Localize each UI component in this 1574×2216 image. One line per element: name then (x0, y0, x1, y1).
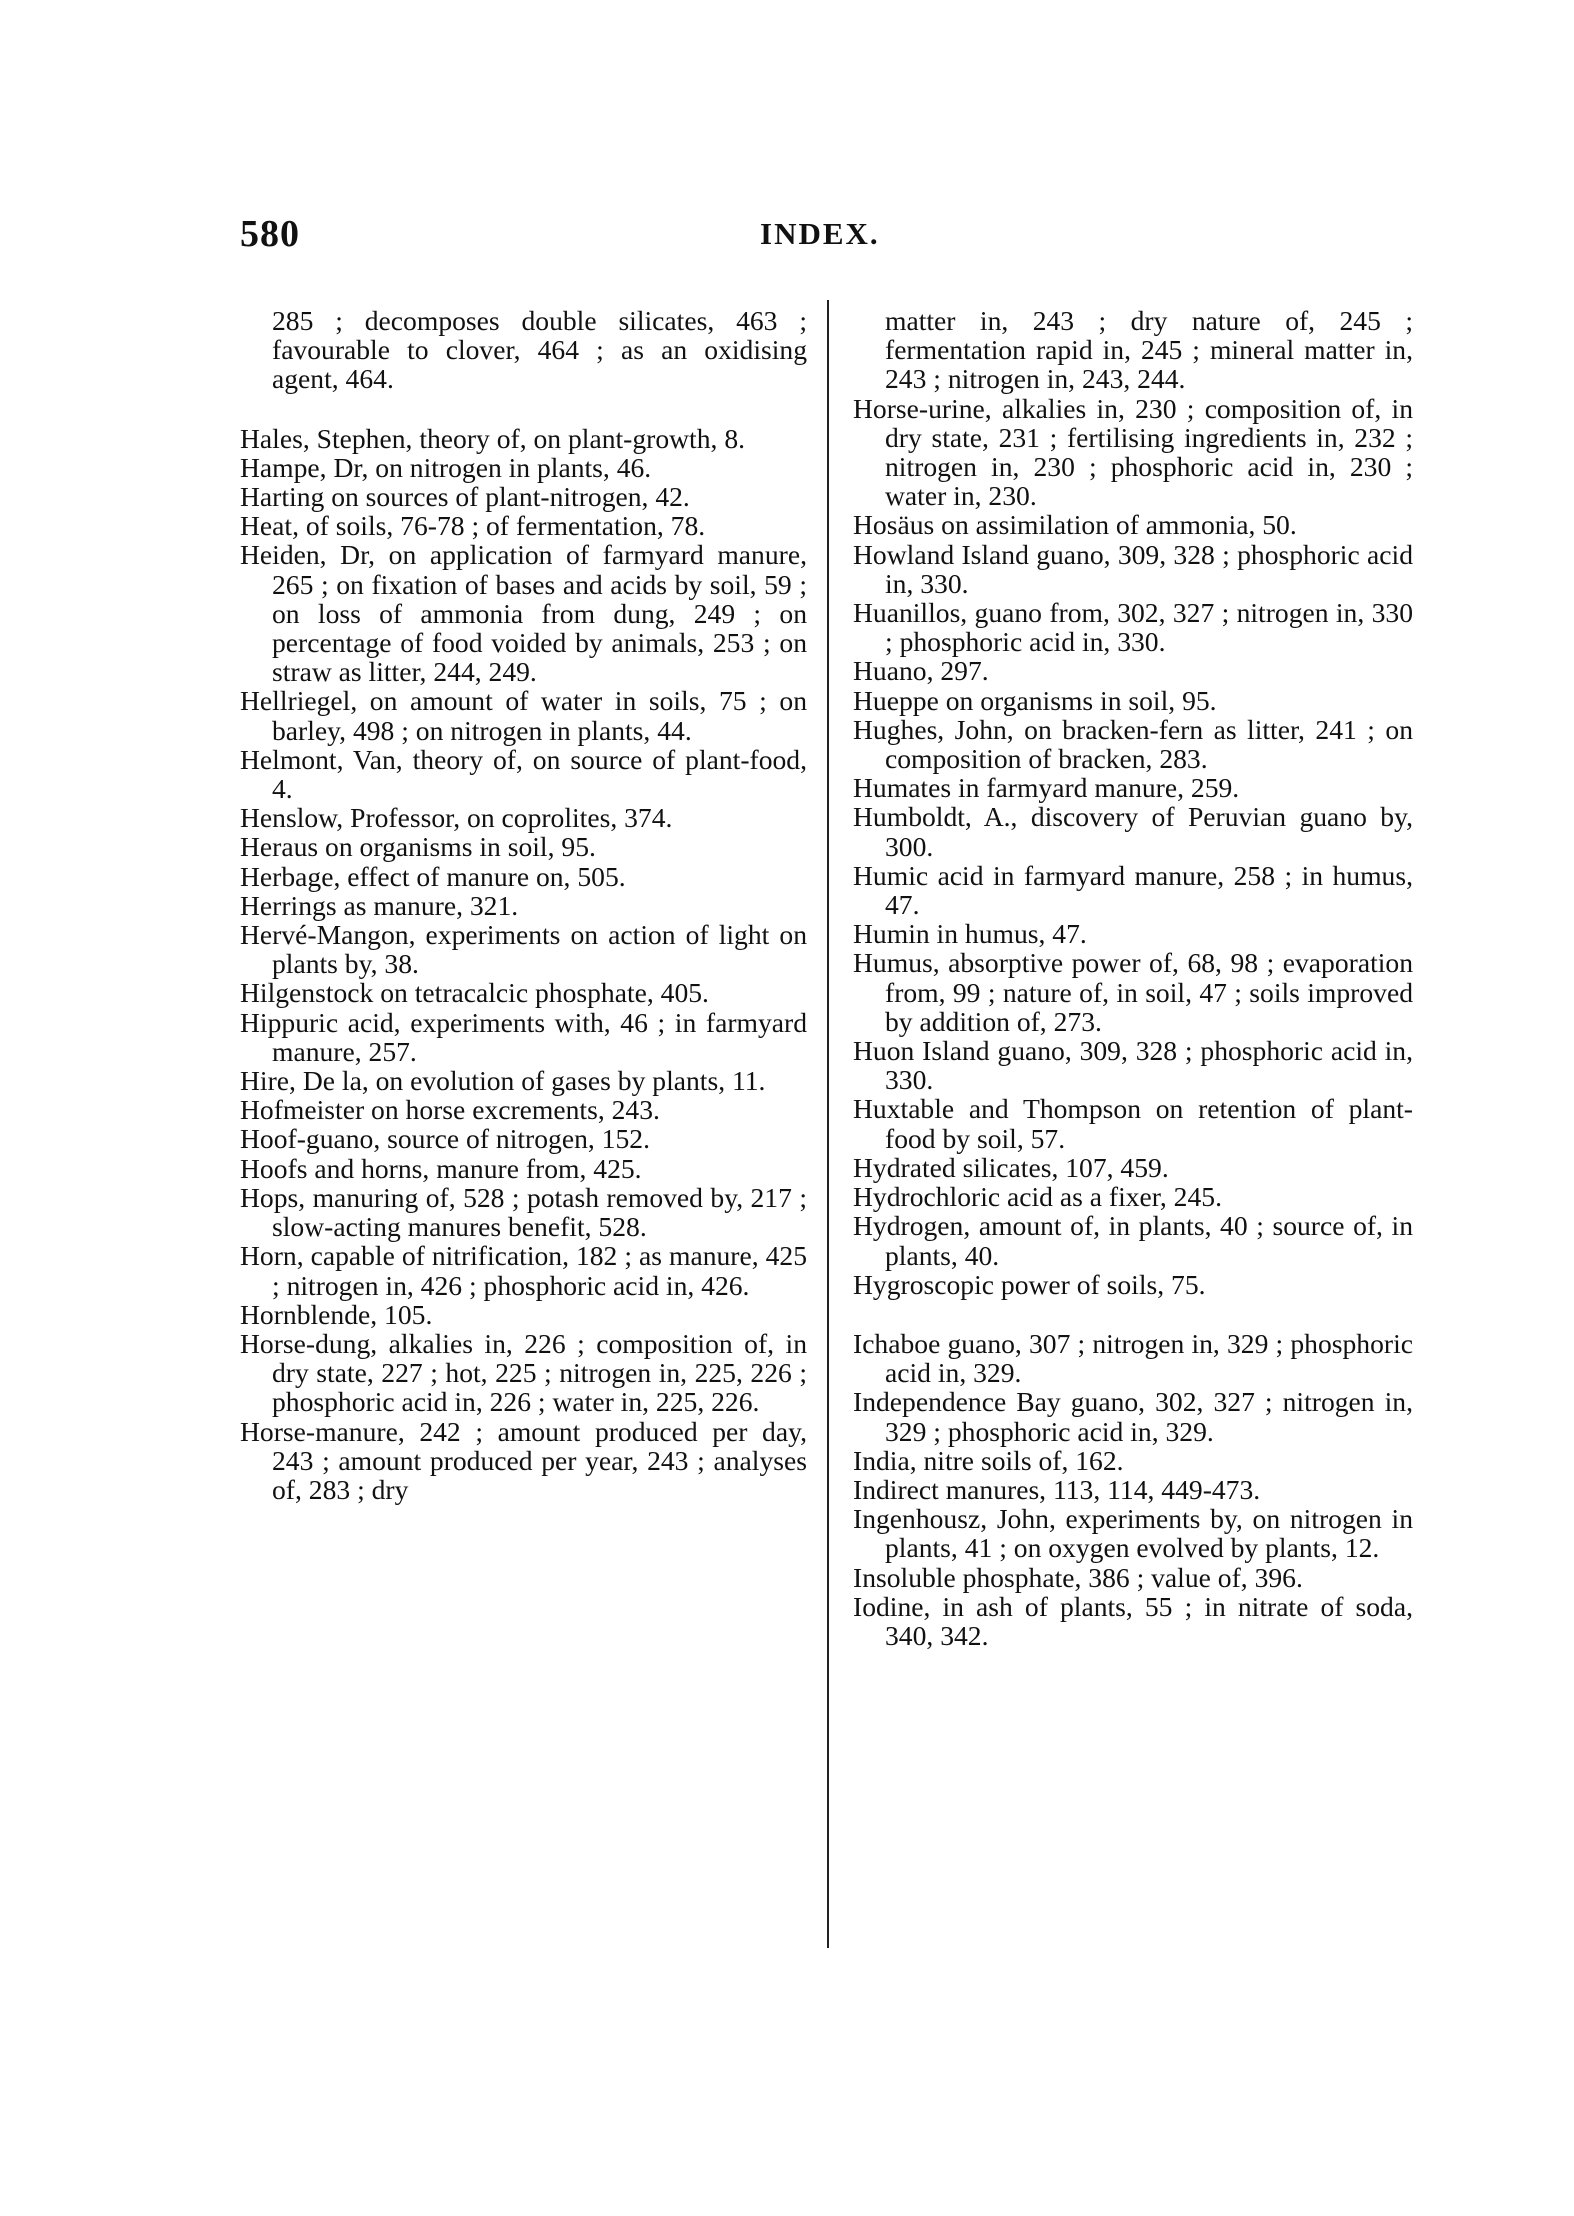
index-entry: Herbage, effect of manure on, 505. (240, 860, 626, 892)
index-column-left (240, 306, 807, 1504)
index-entry: Hippuric acid, experiments with, 46 ; in farmyard manure, 257. (240, 1006, 807, 1067)
index-entry: Iodine, in ash of plants, 55 ; in nitrate of soda, 340, 342. (853, 1590, 1413, 1651)
index-entry: Humus, absorptive power of, 68, 98 ; evaporation from, 99 ; nature of, in soil, 47 ; soils improved by addition of, 273. (853, 947, 1413, 1037)
index-entry: Hygroscopic power of soils, 75. (853, 1268, 1206, 1300)
index-entry-continuation: matter in, 243 ; dry nature of, 245 ; fermentation rapid in, 245 ; mineral matter in, 243 ; nitrogen in, 243, 244. (885, 305, 1413, 395)
index-entry: Insoluble phosphate, 386 ; value of, 396. (853, 1561, 1303, 1593)
index-entry: Harting on sources of plant-nitrogen, 42. (240, 481, 690, 513)
index-entry: Hydrochloric acid as a fixer, 245. (853, 1181, 1222, 1213)
index-entry: Hughes, John, on bracken-fern as litter, 241 ; on composition of bracken, 283. (853, 713, 1413, 775)
index-entry: Hilgenstock on tetracalcic phosphate, 405. (240, 977, 709, 1009)
index-entry: Heat, of soils, 76-78 ; of fermentation, 78. (240, 510, 706, 542)
index-entry: Hops, manuring of, 528 ; potash removed by, 217 ; slow-acting manures benefit, 528. (240, 1181, 807, 1243)
index-entry: Herrings as manure, 321. (240, 889, 519, 921)
index-entry: Independence Bay guano, 302, 327 ; nitrogen in, 329 ; phosphoric acid in, 329. (853, 1386, 1413, 1447)
index-entry: Howland Island guano, 309, 328 ; phosphoric acid in, 330. (853, 538, 1413, 599)
index-entry: Heiden, Dr, on application of farmyard manure, 265 ; on fixation of bases and acids by soil, 59 ; on loss of ammonia from dung, 249 ; on percentage of food voided by animals, 253 ; on straw as litter, 244, 249. (240, 539, 807, 688)
running-header (0, 212, 1574, 262)
section-gap (853, 1299, 1413, 1329)
index-entry: Humboldt, A., discovery of Peruvian guano by, 300. (853, 801, 1413, 862)
index-entry: Hosäus on assimilation of ammonia, 50. (853, 509, 1297, 541)
index-entry: Hervé-Mangon, experiments on action of light on plants by, 38. (240, 919, 807, 980)
index-entry: Humic acid in farmyard manure, 258 ; in humus, 47. (853, 859, 1413, 921)
index-entry: Ichaboe guano, 307 ; nitrogen in, 329 ; phosphoric acid in, 329. (853, 1327, 1413, 1389)
index-entry: Horse-manure, 242 ; amount produced per day, 243 ; amount produced per year, 243 ; analyses of, 283 ; dry (240, 1415, 807, 1505)
index-entry: Hoof-guano, source of nitrogen, 152. (240, 1123, 650, 1155)
index-entry: Humates in farmyard manure, 259. (853, 772, 1240, 804)
index-entry: Hueppe on organisms in soil, 95. (853, 684, 1217, 716)
index-entry: Horse-dung, alkalies in, 226 ; composition of, in dry state, 227 ; hot, 225 ; nitrogen in, 225, 226 ; phosphoric acid in, 226 ; water in, 225, 226. (240, 1327, 807, 1418)
column-divider (827, 300, 829, 1948)
index-entry: Hofmeister on horse excrements, 243. (240, 1094, 660, 1126)
index-entry: Indirect manures, 113, 114, 449-473. (853, 1473, 1261, 1505)
section-gap (240, 394, 807, 424)
index-entry: Hire, De la, on evolution of gases by plants, 11. (240, 1065, 766, 1097)
page-number: 580 (240, 213, 300, 255)
index-entry: Hellriegel, on amount of water in soils, 75 ; on barley, 498 ; on nitrogen in plants, 44. (240, 685, 807, 746)
index-entry: Hornblende, 105. (240, 1298, 433, 1330)
index-entry: Hydrated silicates, 107, 459. (853, 1151, 1169, 1183)
index-entry: Horse-urine, alkalies in, 230 ; composition of, in dry state, 231 ; fertilising ingredients in, 232 ; nitrogen in, 230 ; phosphoric acid in, 230 ; water in, 230. (853, 392, 1413, 512)
index-entry: Hoofs and horns, manure from, 425. (240, 1152, 642, 1184)
index-entry: Hales, Stephen, theory of, on plant-growth, 8. (240, 422, 746, 454)
index-entry-continuation: 285 ; decomposes double silicates, 463 ; favourable to clover, 464 ; as an oxidising agent, 464. (272, 305, 807, 395)
index-entry: India, nitre soils of, 162. (853, 1444, 1124, 1476)
index-entry: Helmont, Van, theory of, on source of plant-food, 4. (240, 743, 807, 805)
index-entry: Ingenhousz, John, experiments by, on nitrogen in plants, 41 ; on oxygen evolved by plants, 12. (853, 1503, 1413, 1564)
index-entry: Hydrogen, amount of, in plants, 40 ; source of, in plants, 40. (853, 1210, 1413, 1271)
index-entry: Huxtable and Thompson on retention of plant-food by soil, 57. (853, 1093, 1413, 1154)
index-entry: Henslow, Professor, on coprolites, 374. (240, 802, 673, 834)
index-entry: Huon Island guano, 309, 328 ; phosphoric acid in, 330. (853, 1035, 1413, 1096)
index-entry: Huano, 297. (853, 655, 989, 687)
index-column-right (853, 306, 1413, 1650)
index-entry: Humin in humus, 47. (853, 918, 1087, 950)
index-entry: Horn, capable of nitrification, 182 ; as manure, 425 ; nitrogen in, 426 ; phosphoric acid in, 426. (240, 1240, 807, 1301)
index-entry: Hampe, Dr, on nitrogen in plants, 46. (240, 451, 652, 483)
index-entry: Heraus on organisms in soil, 95. (240, 831, 596, 863)
index-entry: Huanillos, guano from, 302, 327 ; nitrogen in, 330 ; phosphoric acid in, 330. (853, 597, 1413, 658)
page-title: INDEX. (760, 216, 880, 251)
